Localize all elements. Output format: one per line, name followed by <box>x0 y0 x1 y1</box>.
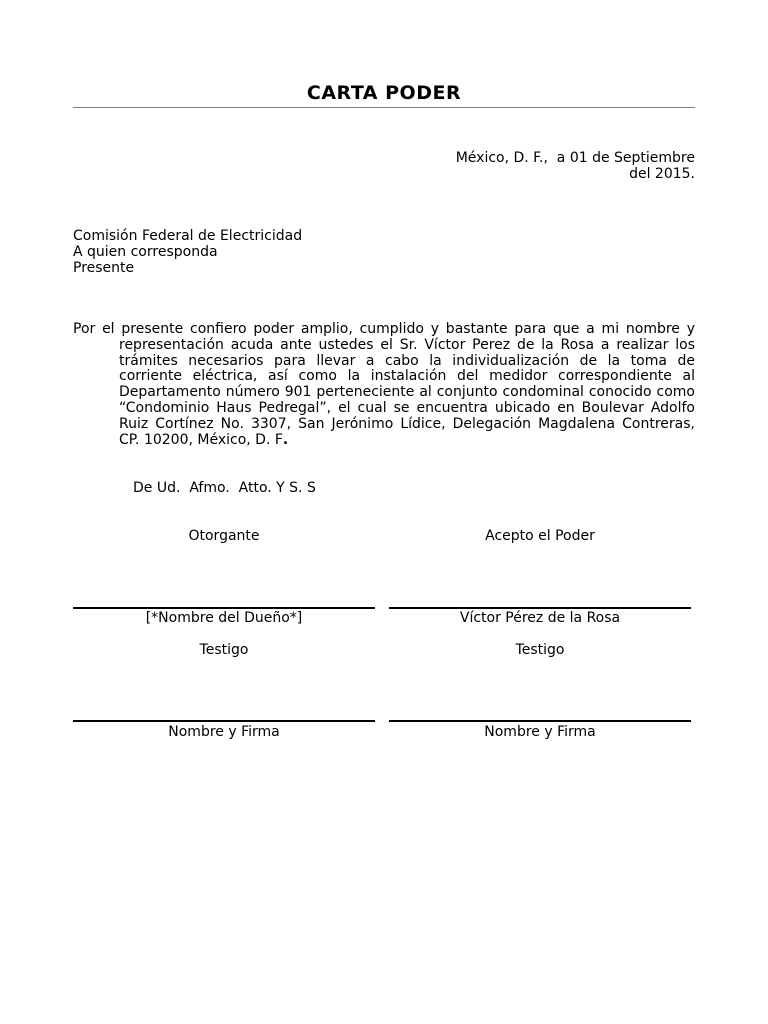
acceptor-signature-line <box>389 607 691 609</box>
document-title: CARTA PODER <box>306 82 462 104</box>
recipient-presente: Presente <box>73 260 135 276</box>
date-block <box>456 150 695 182</box>
witness-left-signature-line <box>73 720 375 722</box>
recipient-salutation: A quien corresponda <box>73 244 218 260</box>
witness-right-name: Nombre y Firma <box>484 724 596 740</box>
witness-left-name: Nombre y Firma <box>168 724 280 740</box>
witness-right-role-label: Testigo <box>515 642 565 658</box>
body-final-period: . <box>282 431 289 448</box>
grantor-role-label: Otorgante <box>188 528 260 544</box>
grantor-signature-line <box>73 607 375 609</box>
body-paragraph <box>73 322 695 448</box>
recipient-organization: Comisión Federal de Electricidad <box>73 228 303 244</box>
recipient-block <box>73 228 302 276</box>
title-underline <box>73 107 695 108</box>
acceptor-name: Víctor Pérez de la Rosa <box>459 610 621 626</box>
acceptor-role-label: Acepto el Poder <box>485 528 595 544</box>
body-text: Por el presente confiero poder amplio, cumplido y bastante para que a mi nombre y representación acuda ante ustedes el Sr. Víctor Perez de la Rosa a realizar los trámites necesarios para llevar a cabo la individualización de la toma de corriente eléctrica, así como la instalación del medidor correspondiente al Departamento número 901 perteneciente al conjunto condominal conocido como “Condominio Haus Pedregal”, el cual se encuentra ubicado en Boulevar Adolfo Ruiz Cortínez No. 3307, San Jerónimo Lídice, Delegación Magdalena Contreras, CP. 10200, México, D. F <box>73 321 695 448</box>
witness-right-signature-line <box>389 720 691 722</box>
date-line-2: del 2015. <box>629 166 695 182</box>
date-line-1: México, D. F., a 01 de Septiembre <box>455 150 695 166</box>
closing-line: De Ud. Afmo. Atto. Y S. S <box>133 480 316 496</box>
witness-left-role-label: Testigo <box>199 642 249 658</box>
grantor-name: [*Nombre del Dueño*] <box>145 610 303 626</box>
